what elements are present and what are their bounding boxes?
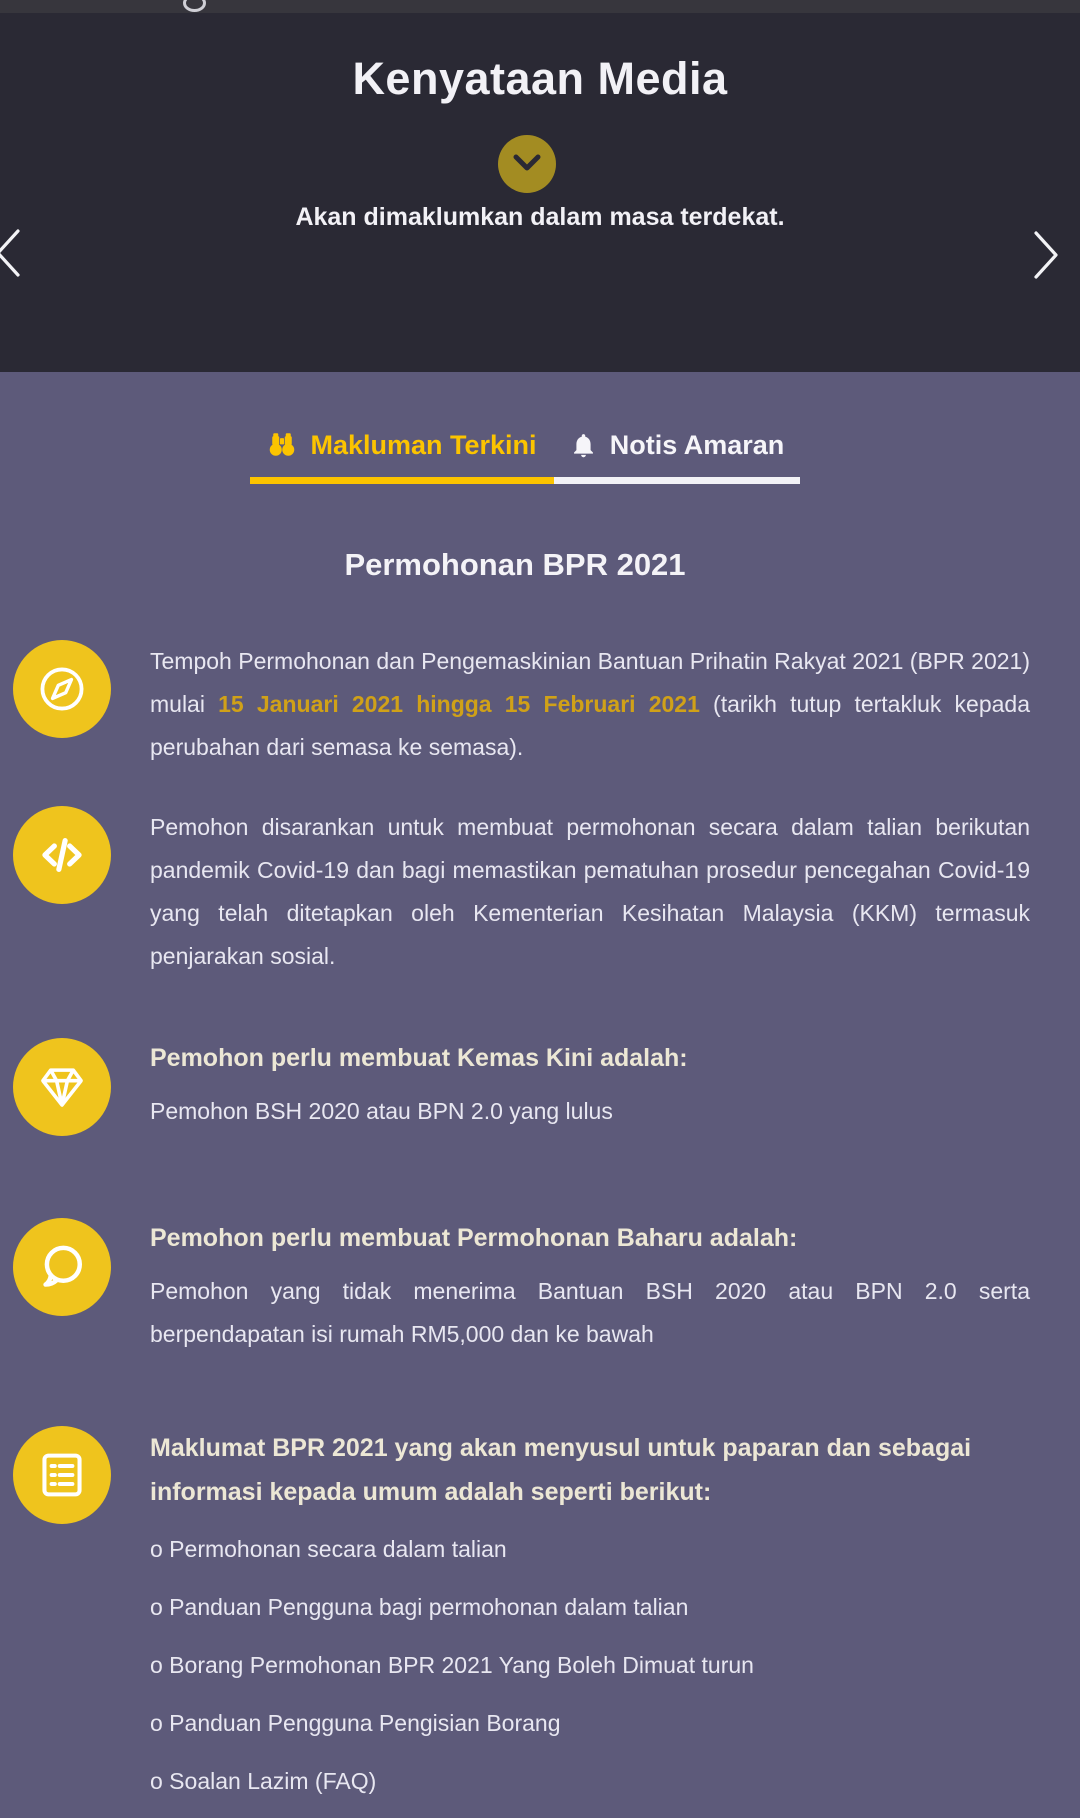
icon-circle	[13, 1218, 111, 1316]
item-heading: Pemohon perlu membuat Permohonan Baharu adalah:	[150, 1224, 798, 1252]
diamond-icon	[35, 1060, 89, 1114]
info-list	[0, 586, 1080, 1818]
icon-circle	[13, 1426, 111, 1524]
tab-makluman-terkini[interactable]	[250, 428, 554, 484]
bullet-item: o Panduan Pengguna bagi permohonan dalam talian	[150, 1594, 689, 1620]
item-heading: Pemohon perlu membuat Kemas Kini adalah:	[150, 1044, 688, 1072]
tab-bar	[0, 372, 1050, 484]
item-heading: Maklumat BPR 2021 yang akan menyusul untuk paparan dan sebagai informasi kepada umum adalah seperti berikut:	[150, 1434, 972, 1506]
icon-circle	[13, 1038, 111, 1136]
bullet-list	[150, 1528, 1030, 1803]
hero-subtitle: Akan dimaklumkan dalam masa terdekat.	[295, 203, 785, 231]
code-icon	[35, 828, 89, 882]
item-text: Tempoh Permohonan dan Pengemaskinian Bantuan Prihatin Rakyat 2021 (BPR 2021) mulai 15 Januari 2021 hingga 15 Februari 2021 (tarikh tutup tertakluk kepada perubahan dari semasa ke semasa).	[150, 648, 1030, 760]
tab-notis-amaran[interactable]	[554, 428, 800, 484]
bullet-item: o Borang Permohonan BPR 2021 Yang Boleh Dimuat turun	[150, 1652, 754, 1678]
item-text: Pemohon yang tidak menerima Bantuan BSH 2020 atau BPN 2.0 serta berpendapatan isi rumah RM5,000 dan ke bawah	[150, 1278, 1030, 1347]
tab-label: Makluman Terkini	[310, 430, 537, 460]
icon-circle	[13, 640, 111, 738]
info-section	[0, 372, 1080, 1818]
bell-icon	[570, 432, 597, 459]
bullet-item: o Panduan Pengguna Pengisian Borang	[150, 1710, 561, 1736]
list-item-kemas-kini	[13, 1038, 1030, 1136]
list-item-maklumat-bpr	[13, 1426, 1030, 1818]
item-text: Pemohon BSH 2020 atau BPN 2.0 yang lulus	[150, 1098, 613, 1124]
media-statement-carousel	[0, 13, 1080, 372]
item-text: Pemohon disarankan untuk membuat permohonan secara dalam talian berikutan pandemik Covid-19 dan bagi memastikan pematuhan prosedur pencegahan Covid-19 yang telah ditetapkan oleh Kementerian Kesihatan Malaysia (KKM) termasuk penjarakan sosial.	[150, 814, 1030, 969]
icon-circle	[13, 806, 111, 904]
carousel-next-button[interactable]	[1030, 230, 1062, 280]
binoculars-icon	[267, 430, 297, 460]
top-cropped-bar	[0, 0, 1080, 13]
date-range-highlight: 15 Januari 2021 hingga 15 Februari 2021	[218, 691, 700, 717]
chevron-down-icon	[511, 153, 543, 175]
bullet-item: o Soalan Lazim (FAQ)	[150, 1768, 377, 1794]
chevron-right-icon	[1030, 230, 1062, 280]
bullet-item: o Permohonan secara dalam talian	[150, 1536, 507, 1562]
carousel-prev-button[interactable]	[0, 228, 24, 278]
list-item-tempoh-permohonan	[13, 640, 1030, 769]
hero-title: Kenyataan Media	[352, 53, 728, 104]
cut-off-text-fragment	[183, 0, 206, 12]
tab-label: Notis Amaran	[609, 430, 785, 460]
chat-icon	[35, 1240, 89, 1294]
list-icon	[35, 1448, 89, 1502]
list-item-permohonan-dalam-talian	[13, 806, 1030, 978]
section-title: Permohonan BPR 2021	[344, 547, 686, 582]
chevron-left-icon	[0, 228, 24, 278]
scroll-down-button[interactable]	[498, 135, 556, 193]
list-item-permohonan-baharu	[13, 1218, 1030, 1356]
compass-icon	[35, 662, 89, 716]
